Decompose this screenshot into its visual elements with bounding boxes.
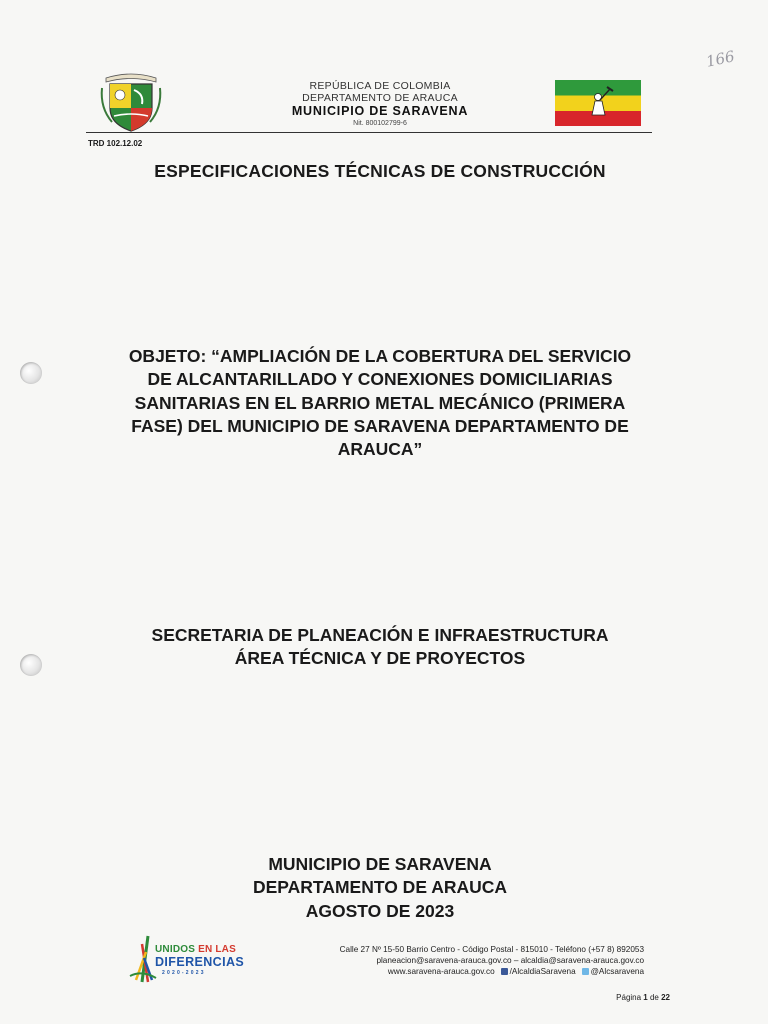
slogan-word-en-las: EN LAS	[195, 944, 236, 955]
trd-code: TRD 102.12.02	[88, 139, 143, 148]
page-number-prefix: Página	[616, 993, 644, 1002]
footer-emails: planeacion@saravena-arauca.gov.co – alcaldia@saravena-arauca.gov.co	[376, 956, 644, 966]
footer-address: Calle 27 Nº 15-50 Barrio Centro - Código Postal - 815010 - Teléfono (+57 8) 892053	[339, 945, 644, 954]
closing-department: DEPARTAMENTO DE ARAUCA	[252, 877, 508, 898]
closing-date: AGOSTO DE 2023	[305, 900, 455, 921]
department-secretaria: SECRETARIA DE PLANEACIÓN E INFRAESTRUCTURA	[151, 625, 609, 645]
footer-slogan-line2: DIFERENCIAS	[155, 955, 245, 969]
folio-annotation: 166	[704, 47, 737, 71]
twitter-icon	[582, 968, 589, 975]
punch-hole-top	[20, 362, 42, 384]
header-divider	[86, 132, 652, 133]
slogan-word-unidos: UNIDOS	[155, 944, 196, 955]
objeto-block	[80, 345, 680, 461]
department-area: ÁREA TÉCNICA Y DE PROYECTOS	[234, 648, 526, 669]
header-municipality: MUNICIPIO DE SARAVENA	[291, 104, 469, 119]
footer-slogan-line1	[155, 944, 236, 955]
objeto-line: SANITARIAS EN EL BARRIO METAL MECÁNICO (PRIMERA	[134, 392, 626, 413]
header-institution	[240, 80, 520, 128]
footer-facebook[interactable]: /AlcaldiaSaravena	[509, 967, 576, 977]
objeto-line: DE ALCANTARILLADO Y CONEXIONES DOMICILIARIAS	[147, 369, 613, 390]
document-title: ESPECIFICACIONES TÉCNICAS DE CONSTRUCCIÓN	[154, 161, 606, 181]
closing-municipality: MUNICIPIO DE SARAVENA	[268, 854, 492, 874]
objeto-line: OBJETO: “AMPLIACIÓN DE LA COBERTURA DEL SERVICIO	[128, 346, 632, 366]
footer-website[interactable]: www.saravena-arauca.gov.co	[387, 967, 495, 977]
header-nit: Nit. 800102799-6	[353, 119, 407, 127]
closing-block	[80, 853, 680, 923]
saravena-flag-icon	[555, 80, 641, 126]
page-number-total: 22	[661, 993, 670, 1002]
footer-contact	[270, 944, 644, 977]
footer-twitter[interactable]: @Alcsaravena	[590, 967, 644, 977]
page-number-current: 1	[643, 993, 648, 1002]
punch-hole-bottom	[20, 654, 42, 676]
facebook-icon	[501, 968, 508, 975]
header-department: DEPARTAMENTO DE ARAUCA	[302, 92, 458, 105]
page-number-middle: de	[647, 993, 662, 1002]
municipal-crest-icon	[98, 68, 164, 134]
footer-slogan-years: 2020-2023	[162, 970, 206, 976]
department-block	[80, 624, 680, 671]
objeto-line: FASE) DEL MUNICIPIO DE SARAVENA DEPARTAMENTO DE	[131, 415, 629, 436]
header-country: REPÚBLICA DE COLOMBIA	[309, 80, 451, 92]
footer-web-social	[270, 966, 644, 977]
page-number	[560, 993, 670, 1002]
objeto-line: ARAUCA”	[337, 439, 423, 460]
